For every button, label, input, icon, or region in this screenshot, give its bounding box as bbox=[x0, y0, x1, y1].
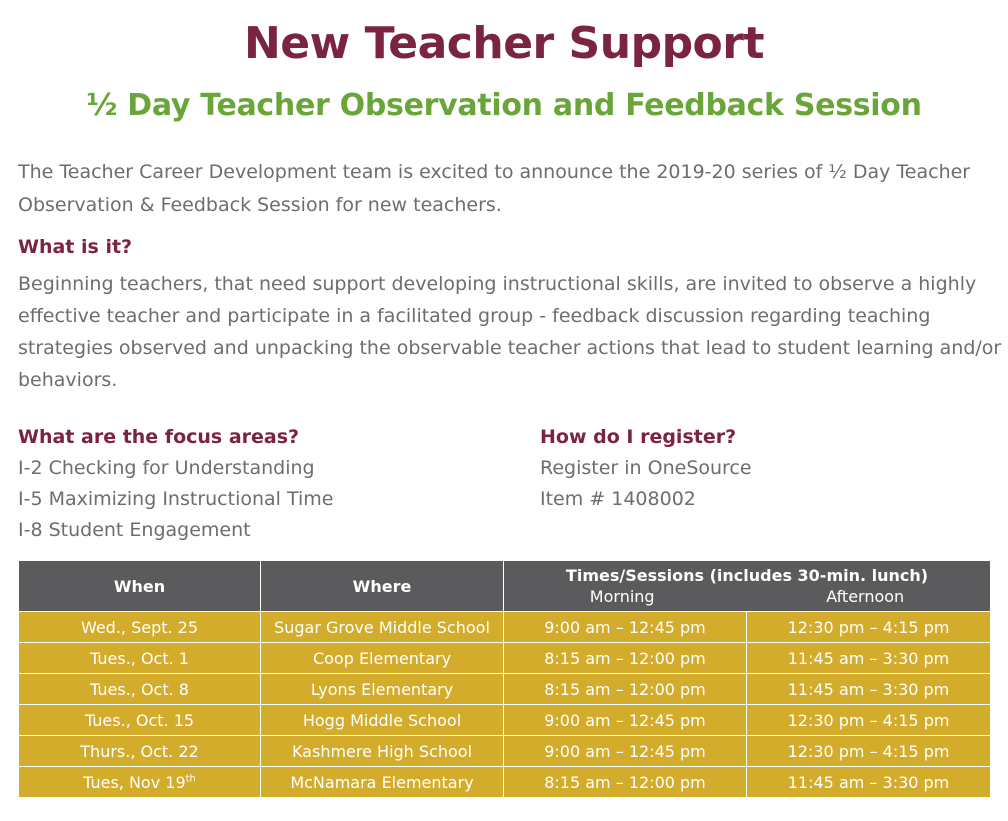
where-cell: Kashmere High School bbox=[261, 736, 504, 767]
schedule-header-row bbox=[19, 561, 991, 612]
afternoon-cell: 12:30 pm – 4:15 pm bbox=[747, 612, 991, 643]
table-row bbox=[19, 736, 991, 767]
page-subtitle: ½ Day Teacher Observation and Feedback Session bbox=[86, 88, 922, 123]
morning-header: Morning bbox=[589, 587, 655, 606]
morning-cell: 9:00 am – 12:45 pm bbox=[504, 736, 747, 767]
schedule-table bbox=[18, 560, 991, 798]
where-cell: Sugar Grove Middle School bbox=[261, 612, 504, 643]
morning-cell: 8:15 am – 12:00 pm bbox=[504, 643, 747, 674]
page-title: New Teacher Support bbox=[243, 18, 765, 69]
morning-cell: 8:15 am – 12:00 pm bbox=[504, 767, 747, 798]
focus-item: I-8 Student Engagement bbox=[18, 519, 251, 541]
when-text: Thurs., Oct. 22 bbox=[80, 741, 199, 761]
when-text: Tues., Oct. 1 bbox=[90, 648, 189, 668]
table-row bbox=[19, 674, 991, 705]
afternoon-cell: 11:45 am – 3:30 pm bbox=[747, 643, 991, 674]
where-cell: Coop Elementary bbox=[261, 643, 504, 674]
ordinal-suffix: th bbox=[185, 773, 196, 785]
what-is-it-heading: What is it? bbox=[18, 236, 133, 258]
focus-item: I-5 Maximizing Instructional Time bbox=[18, 488, 334, 510]
when-cell bbox=[19, 612, 261, 643]
table-row bbox=[19, 612, 991, 643]
when-header: When bbox=[19, 561, 261, 612]
morning-cell: 9:00 am – 12:45 pm bbox=[504, 705, 747, 736]
register-item-number: Item # 1408002 bbox=[540, 488, 696, 510]
table-row bbox=[19, 767, 991, 798]
where-header: Where bbox=[261, 561, 504, 612]
times-header bbox=[504, 561, 991, 612]
when-cell bbox=[19, 767, 261, 798]
morning-cell: 9:00 am – 12:45 pm bbox=[504, 612, 747, 643]
afternoon-cell: 11:45 am – 3:30 pm bbox=[747, 674, 991, 705]
times-header-label: Times/Sessions (includes 30-min. lunch) bbox=[565, 566, 929, 585]
register-line: Register in OneSource bbox=[540, 457, 752, 479]
when-text: Tues, Nov 19 bbox=[83, 772, 186, 792]
when-cell bbox=[19, 736, 261, 767]
when-text: Wed., Sept. 25 bbox=[80, 617, 199, 637]
table-row bbox=[19, 643, 991, 674]
afternoon-cell: 12:30 pm – 4:15 pm bbox=[747, 736, 991, 767]
register-heading: How do I register? bbox=[540, 426, 737, 448]
when-text: Tues., Oct. 8 bbox=[90, 679, 189, 699]
table-row bbox=[19, 705, 991, 736]
when-cell bbox=[19, 674, 261, 705]
when-cell bbox=[19, 705, 261, 736]
afternoon-cell: 12:30 pm – 4:15 pm bbox=[747, 705, 991, 736]
morning-cell: 8:15 am – 12:00 pm bbox=[504, 674, 747, 705]
where-cell: Lyons Elementary bbox=[261, 674, 504, 705]
focus-areas-heading: What are the focus areas? bbox=[18, 426, 300, 448]
afternoon-header: Afternoon bbox=[826, 587, 905, 606]
where-cell: McNamara Elementary bbox=[261, 767, 504, 798]
afternoon-cell: 11:45 am – 3:30 pm bbox=[747, 767, 991, 798]
intro-paragraph: The Teacher Career Development team is excited to announce the 2019-20 series of ½ Day Teacher Observation & Feedback Session for new teachers. bbox=[18, 161, 971, 216]
what-is-it-body: Beginning teachers, that need support developing instructional skills, are invited to observe a highly effective teacher and participate in a facilitated group - feedback discussion regarding teaching strategies observed and unpacking the observable teacher actions that lead to student learning and/or behaviors. bbox=[18, 273, 1002, 391]
when-text: Tues., Oct. 15 bbox=[84, 710, 195, 730]
when-cell bbox=[19, 643, 261, 674]
where-cell: Hogg Middle School bbox=[261, 705, 504, 736]
focus-item: I-2 Checking for Understanding bbox=[18, 457, 315, 479]
